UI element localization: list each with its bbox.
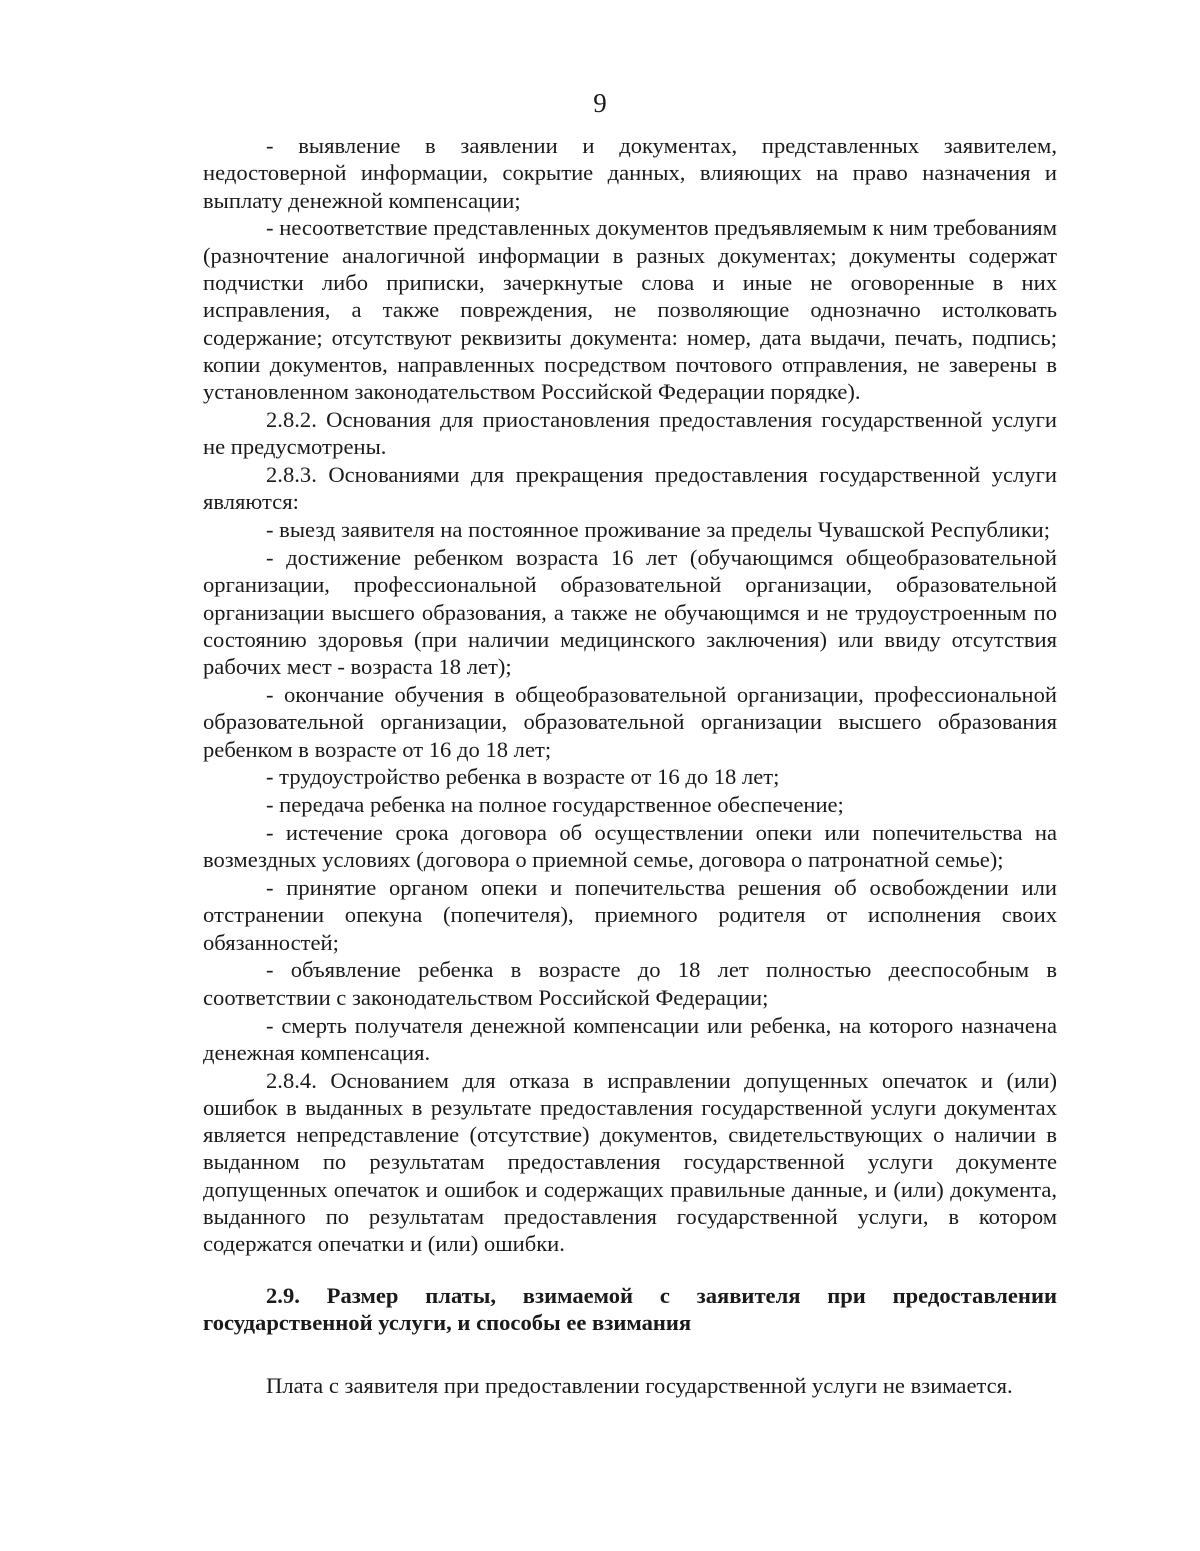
paragraph-2-8-4: 2.8.4. Основанием для отказа в исправлении допущенных опечаток и (или) ошибок в выданных в результате предоставления государственной услуги документах является непредставление (отсутствие) документов, свидетельствующих о наличии в выданном по результатам предоставления государственной услуги документе допущенных опечаток и ошибок и содержащих правильные данные, и (или) документа, выданного по результатам предоставления государственной услуги, в котором содержатся опечатки и (или) ошибки. [203, 1067, 1057, 1257]
paragraph-contract-expiry: - истечение срока договора об осуществлении опеки или попечительства на возмездных условиях (договора о приемной семье, договора о патронатной семье); [203, 819, 1057, 873]
paragraph-emancipation: - объявление ребенка в возрасте до 18 лет полностью дееспособным в соответствии с законодательством Российской Федерации; [203, 957, 1057, 1010]
paragraph-document-mismatch: - несоответствие представленных документов предъявляемым к ним требованиям (разночтение аналогичной информации в разных документах; документы содержат подчистки либо приписки, зачеркнутые слова и иные не оговоренные в них исправления, а также повреждения, не позволяющие однозначно истолковать содержание; отсутствуют реквизиты документа: номер, дата выдачи, печать, подпись; копии документов, направленных посредством почтового отправления, не заверены в установленном законодательством Российской Федерации порядке). [203, 215, 1057, 405]
paragraph-departure: - выезд заявителя на постоянное проживание за пределы Чувашской Республики; [266, 517, 1051, 543]
section-heading-2-9: 2.9. Размер платы, взимаемой с заявителя при предоставлении государственной услуги, и способы ее взимания [203, 1282, 1057, 1335]
paragraph-2-8-2: 2.8.2. Основания для приостановления предоставления государственной услуги не предусмотрены. [203, 406, 1057, 460]
paragraph-2-8-3: 2.8.3. Основаниями для прекращения предоставления государственной услуги являются: [203, 462, 1057, 515]
paragraph-fee: Плата с заявителя при предоставлении государственной услуги не взимается. [266, 1373, 1013, 1399]
paragraph-false-information: - выявление в заявлении и документах, представленных заявителем, недостоверной информации, сокрытие данных, влияющих на право назначения и выплату денежной компенсации; [203, 133, 1057, 213]
paragraph-age-16: - достижение ребенком возраста 16 лет (обучающимся общеобразовательной организации, профессиональной образовательной организации, образовательной организации высшего образования, а также не обучающимся и не трудоустроенным по состоянию здоровья (при наличии медицинского заключения) или ввиду отсутствия рабочих мест - возраста 18 лет); [203, 544, 1057, 680]
paragraph-end-of-study: - окончание обучения в общеобразовательной организации, профессиональной образовательной организации, образовательной организации высшего образования ребенком в возрасте от 16 до 18 лет; [203, 681, 1057, 762]
page-number: 9 [593, 88, 607, 118]
paragraph-employment: - трудоустройство ребенка в возрасте от 16 до 18 лет; [266, 764, 780, 790]
document-body [203, 132, 1057, 1400]
paragraph-state-support: - передача ребенка на полное государственное обеспечение; [266, 792, 844, 818]
paragraph-death: - смерть получателя денежной компенсации или ребенка, на которого назначена денежная компенсация. [203, 1012, 1057, 1065]
paragraph-guardian-release: - принятие органом опеки и попечительства решения об освобождении или отстранении опекуна (попечителя), приемного родителя от исполнения своих обязанностей; [203, 875, 1057, 955]
